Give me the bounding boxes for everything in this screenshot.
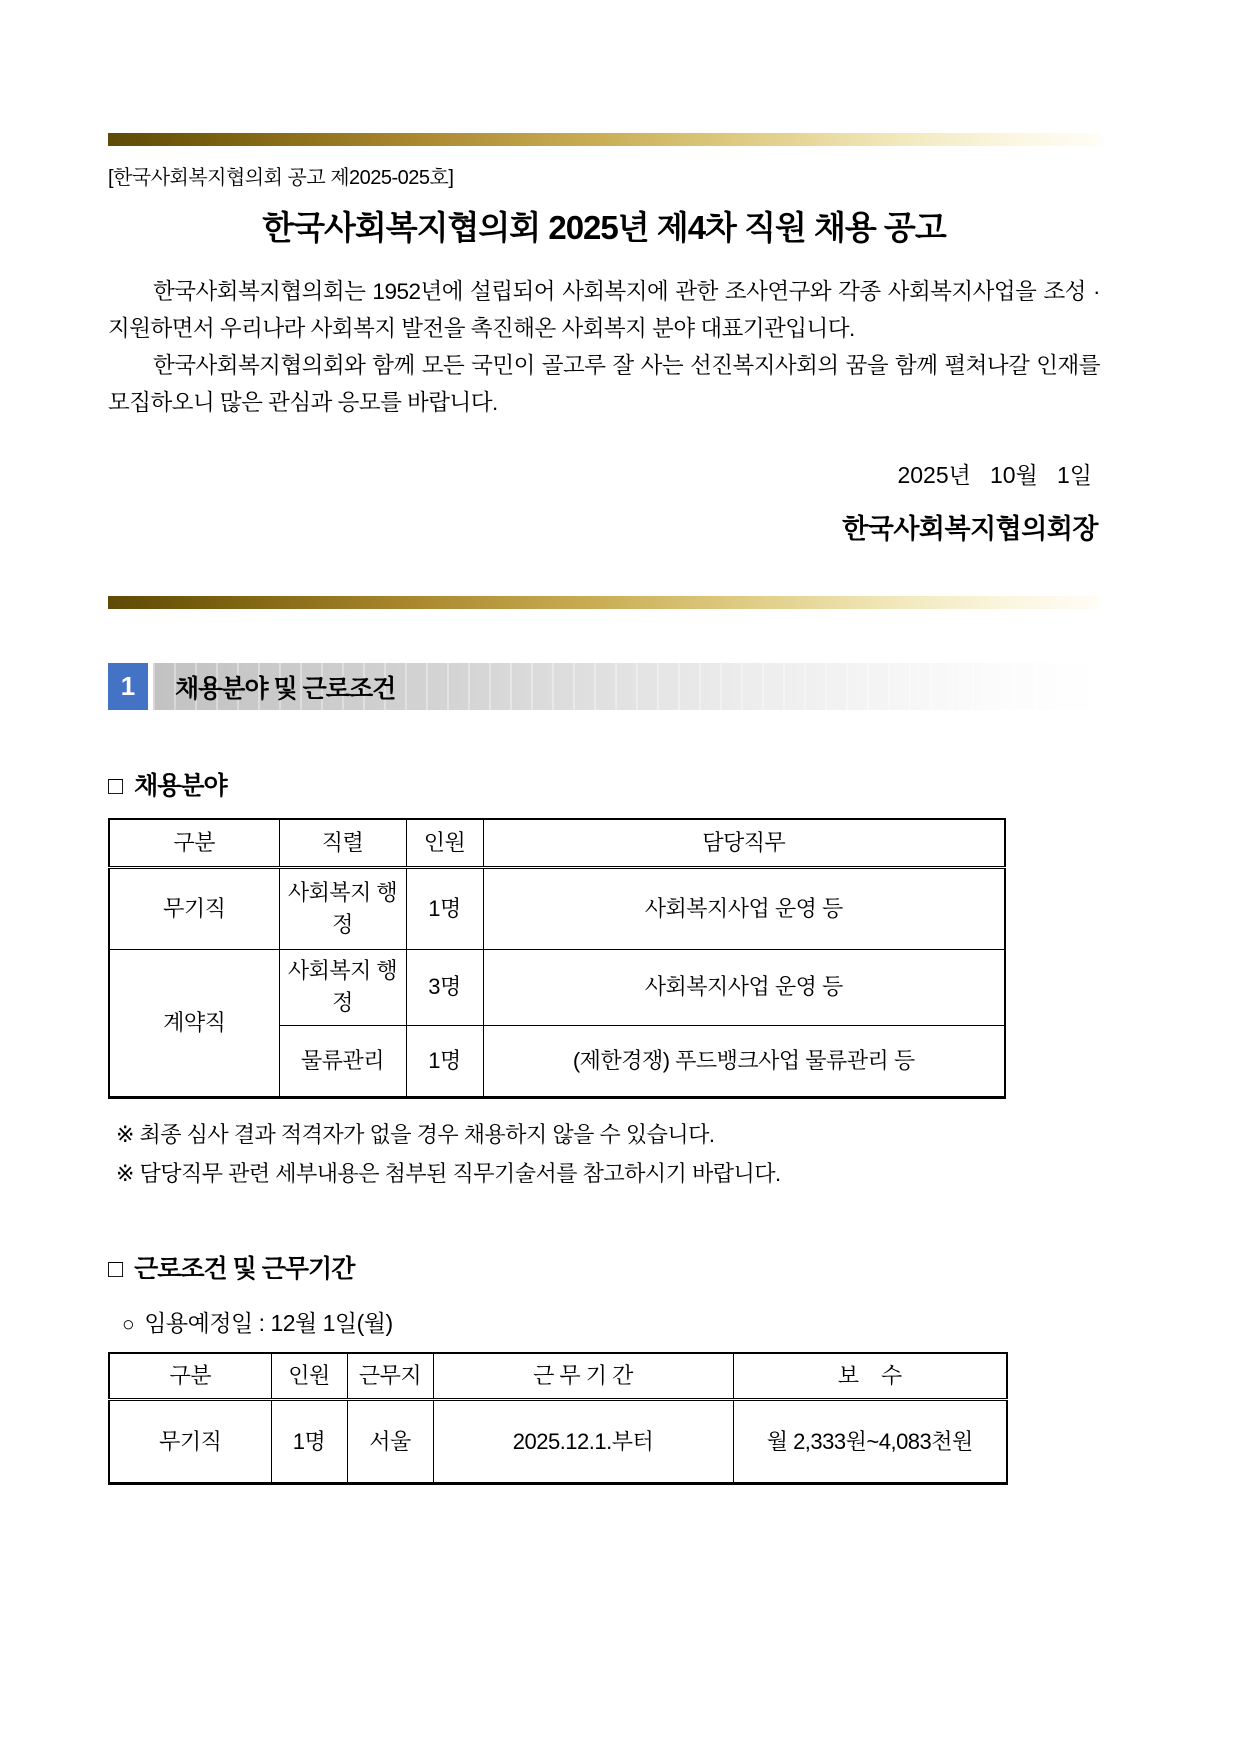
intro-paragraphs <box>108 273 1100 421</box>
document-content <box>108 0 1100 1485</box>
cell-series: 사회복지 행정 <box>279 949 406 1025</box>
table-header-row <box>109 819 1005 867</box>
col-header-period: 근 무 기 간 <box>433 1353 733 1400</box>
cell-type: 무기직 <box>109 1400 271 1484</box>
cell-period: 2025.12.1.부터 <box>433 1400 733 1484</box>
note-line-1: ※ 최종 심사 결과 적격자가 없을 경우 채용하지 않을 수 있습니다. <box>116 1121 715 1147</box>
col-header-count: 인원 <box>271 1353 347 1400</box>
cell-count: 1명 <box>271 1400 347 1484</box>
work-conditions-heading-label: 근로조건 및 근무기간 <box>134 1254 355 1283</box>
conditions-table-header <box>109 1353 1007 1400</box>
cell-duty: (제한경쟁) 푸드뱅크사업 물류관리 등 <box>483 1025 1005 1097</box>
cell-type-permanent: 무기직 <box>109 867 279 949</box>
col-header-count: 인원 <box>406 819 483 867</box>
recruit-table-header <box>109 819 1005 867</box>
section-1-header <box>108 663 1100 710</box>
square-bullet-icon: □ <box>108 772 123 800</box>
cell-series: 사회복지 행정 <box>279 867 406 949</box>
cell-series: 물류관리 <box>279 1025 406 1097</box>
top-gradient-rule <box>108 133 1100 146</box>
circle-bullet-icon: ○ <box>122 1312 135 1336</box>
recruit-table <box>108 818 1006 1099</box>
table-row <box>109 949 1005 1025</box>
col-header-location: 근무지 <box>347 1353 433 1400</box>
cell-type-contract: 계약직 <box>109 949 279 1097</box>
cell-count: 1명 <box>406 867 483 949</box>
cell-count: 3명 <box>406 949 483 1025</box>
col-header-category: 구분 <box>109 1353 271 1400</box>
square-bullet-icon: □ <box>108 1254 123 1283</box>
table-row <box>109 1400 1007 1484</box>
cell-location: 서울 <box>347 1400 433 1484</box>
announcement-date: 2025년 10월 1일 <box>897 462 1092 488</box>
col-header-salary: 보 수 <box>733 1353 1007 1400</box>
col-header-series: 직렬 <box>279 819 406 867</box>
section-number-badge: 1 <box>108 663 148 710</box>
page-title: 한국사회복지협의회 2025년 제4차 직원 채용 공고 <box>262 209 946 246</box>
cell-duty: 사회복지사업 운영 등 <box>483 867 1005 949</box>
section-title: 채용분야 및 근로조건 <box>153 663 1100 710</box>
table-header-row <box>109 1353 1007 1400</box>
signature-title: 한국사회복지협의회장 <box>842 514 1098 544</box>
cell-count: 1명 <box>406 1025 483 1097</box>
recruit-fields-heading-label: 채용분야 <box>134 772 227 800</box>
middle-gradient-rule <box>108 596 1100 609</box>
intro-paragraph-2: 한국사회복지협의회와 함께 모든 국민이 골고루 잘 사는 선진복지사회의 꿈을 함께 펼쳐나갈 인재를 모집하오니 많은 관심과 응모를 바랍니다. <box>108 353 1100 415</box>
notice-number: [한국사회복지협의회 공고 제2025-025호] <box>108 167 454 189</box>
col-header-duty: 담당직무 <box>483 819 1005 867</box>
appointment-date-label: 임용예정일 : 12월 1일(월) <box>144 1309 393 1336</box>
recruit-fields-heading <box>108 766 1100 802</box>
note-line-2: ※ 담당직무 관련 세부내용은 첨부된 직무기술서를 참고하시기 바랍니다. <box>116 1160 781 1186</box>
conditions-table <box>108 1352 1008 1486</box>
table-row <box>109 867 1005 949</box>
intro-paragraph-1: 한국사회복지협의회는 1952년에 설립되어 사회복지에 관한 조사연구와 각종 사회복지사업을 조성 · 지원하면서 우리나라 사회복지 발전을 촉진해온 사회복지 분야 대표기관입니다. <box>108 279 1100 341</box>
table-notes <box>108 1115 1100 1193</box>
cell-salary: 월 2,333원~4,083천원 <box>733 1400 1007 1484</box>
col-header-category: 구분 <box>109 819 279 867</box>
appointment-date-item <box>108 1305 1100 1338</box>
work-conditions-heading <box>108 1249 1100 1285</box>
cell-duty: 사회복지사업 운영 등 <box>483 949 1005 1025</box>
